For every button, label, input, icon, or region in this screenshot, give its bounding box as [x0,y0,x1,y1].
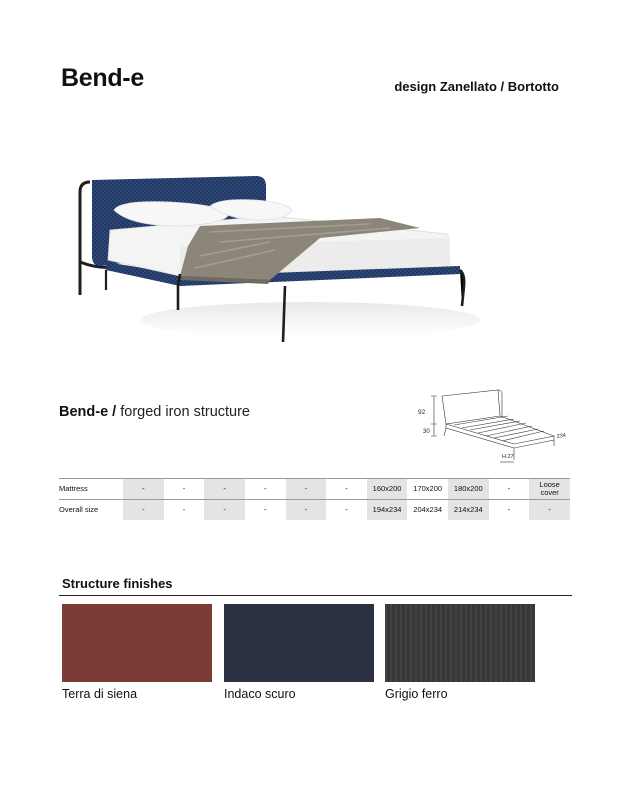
table-cell: - [286,479,327,500]
dim-depth: 234 [556,432,567,440]
divider [59,595,572,596]
spec-table [59,478,570,520]
row-label: Overall size [59,505,99,514]
table-cell: - [286,500,327,521]
table-cell: 214x234 [448,500,489,521]
swatch-indaco-scuro [224,604,374,682]
technical-drawing [414,386,574,466]
table-cell: - [245,479,286,500]
frame-leg-right [460,270,464,306]
table-cell: - [529,500,570,521]
table-cell: 194x234 [367,500,408,521]
floor-shadow [140,302,480,338]
frame-leg-front [178,274,180,310]
table-cell: - [204,479,245,500]
table-cell: - [489,479,530,500]
swatch-label: Grigio ferro [385,687,448,701]
table-cell: - [263,505,267,514]
product-subtitle [59,404,250,420]
table-cell: - [345,505,348,514]
finishes-heading: Structure finishes [62,576,173,591]
table-cell: 204x234 [413,505,443,514]
product-title: Bend-e [61,64,144,92]
table-cell: - [123,500,164,521]
table-cell: Loose cover [529,479,570,500]
table-cell: - [507,505,511,514]
swatch-terra-di-siena [62,604,212,682]
frame-rod-back [80,182,90,295]
table-cell: 180x200 [448,479,489,500]
table-cell: - [182,505,186,514]
subtitle-product-name: Bend-e / [59,404,121,420]
table-cell: - [164,479,205,500]
row-label: Mattress [59,479,123,500]
dim-base: 30 [423,429,430,435]
designer-credit: design Zanellato / Bortotto [394,79,559,94]
table-row [59,479,570,500]
table-row [59,500,570,521]
swatch-label: Terra di siena [62,687,138,701]
dim-width: H.27 [502,454,514,460]
bed-product-photo [70,170,480,355]
table-cell: - [204,500,245,521]
dim-height: 92 [418,409,426,416]
swatch-label: Indaco scuro [224,687,296,701]
table-cell: - [326,479,367,500]
table-cell: - [123,479,164,500]
subtitle-structure: forged iron structure [120,404,250,420]
table-cell: 170x200 [407,479,448,500]
swatch-grigio-ferro [385,604,535,682]
table-cell: 160x200 [367,479,408,500]
